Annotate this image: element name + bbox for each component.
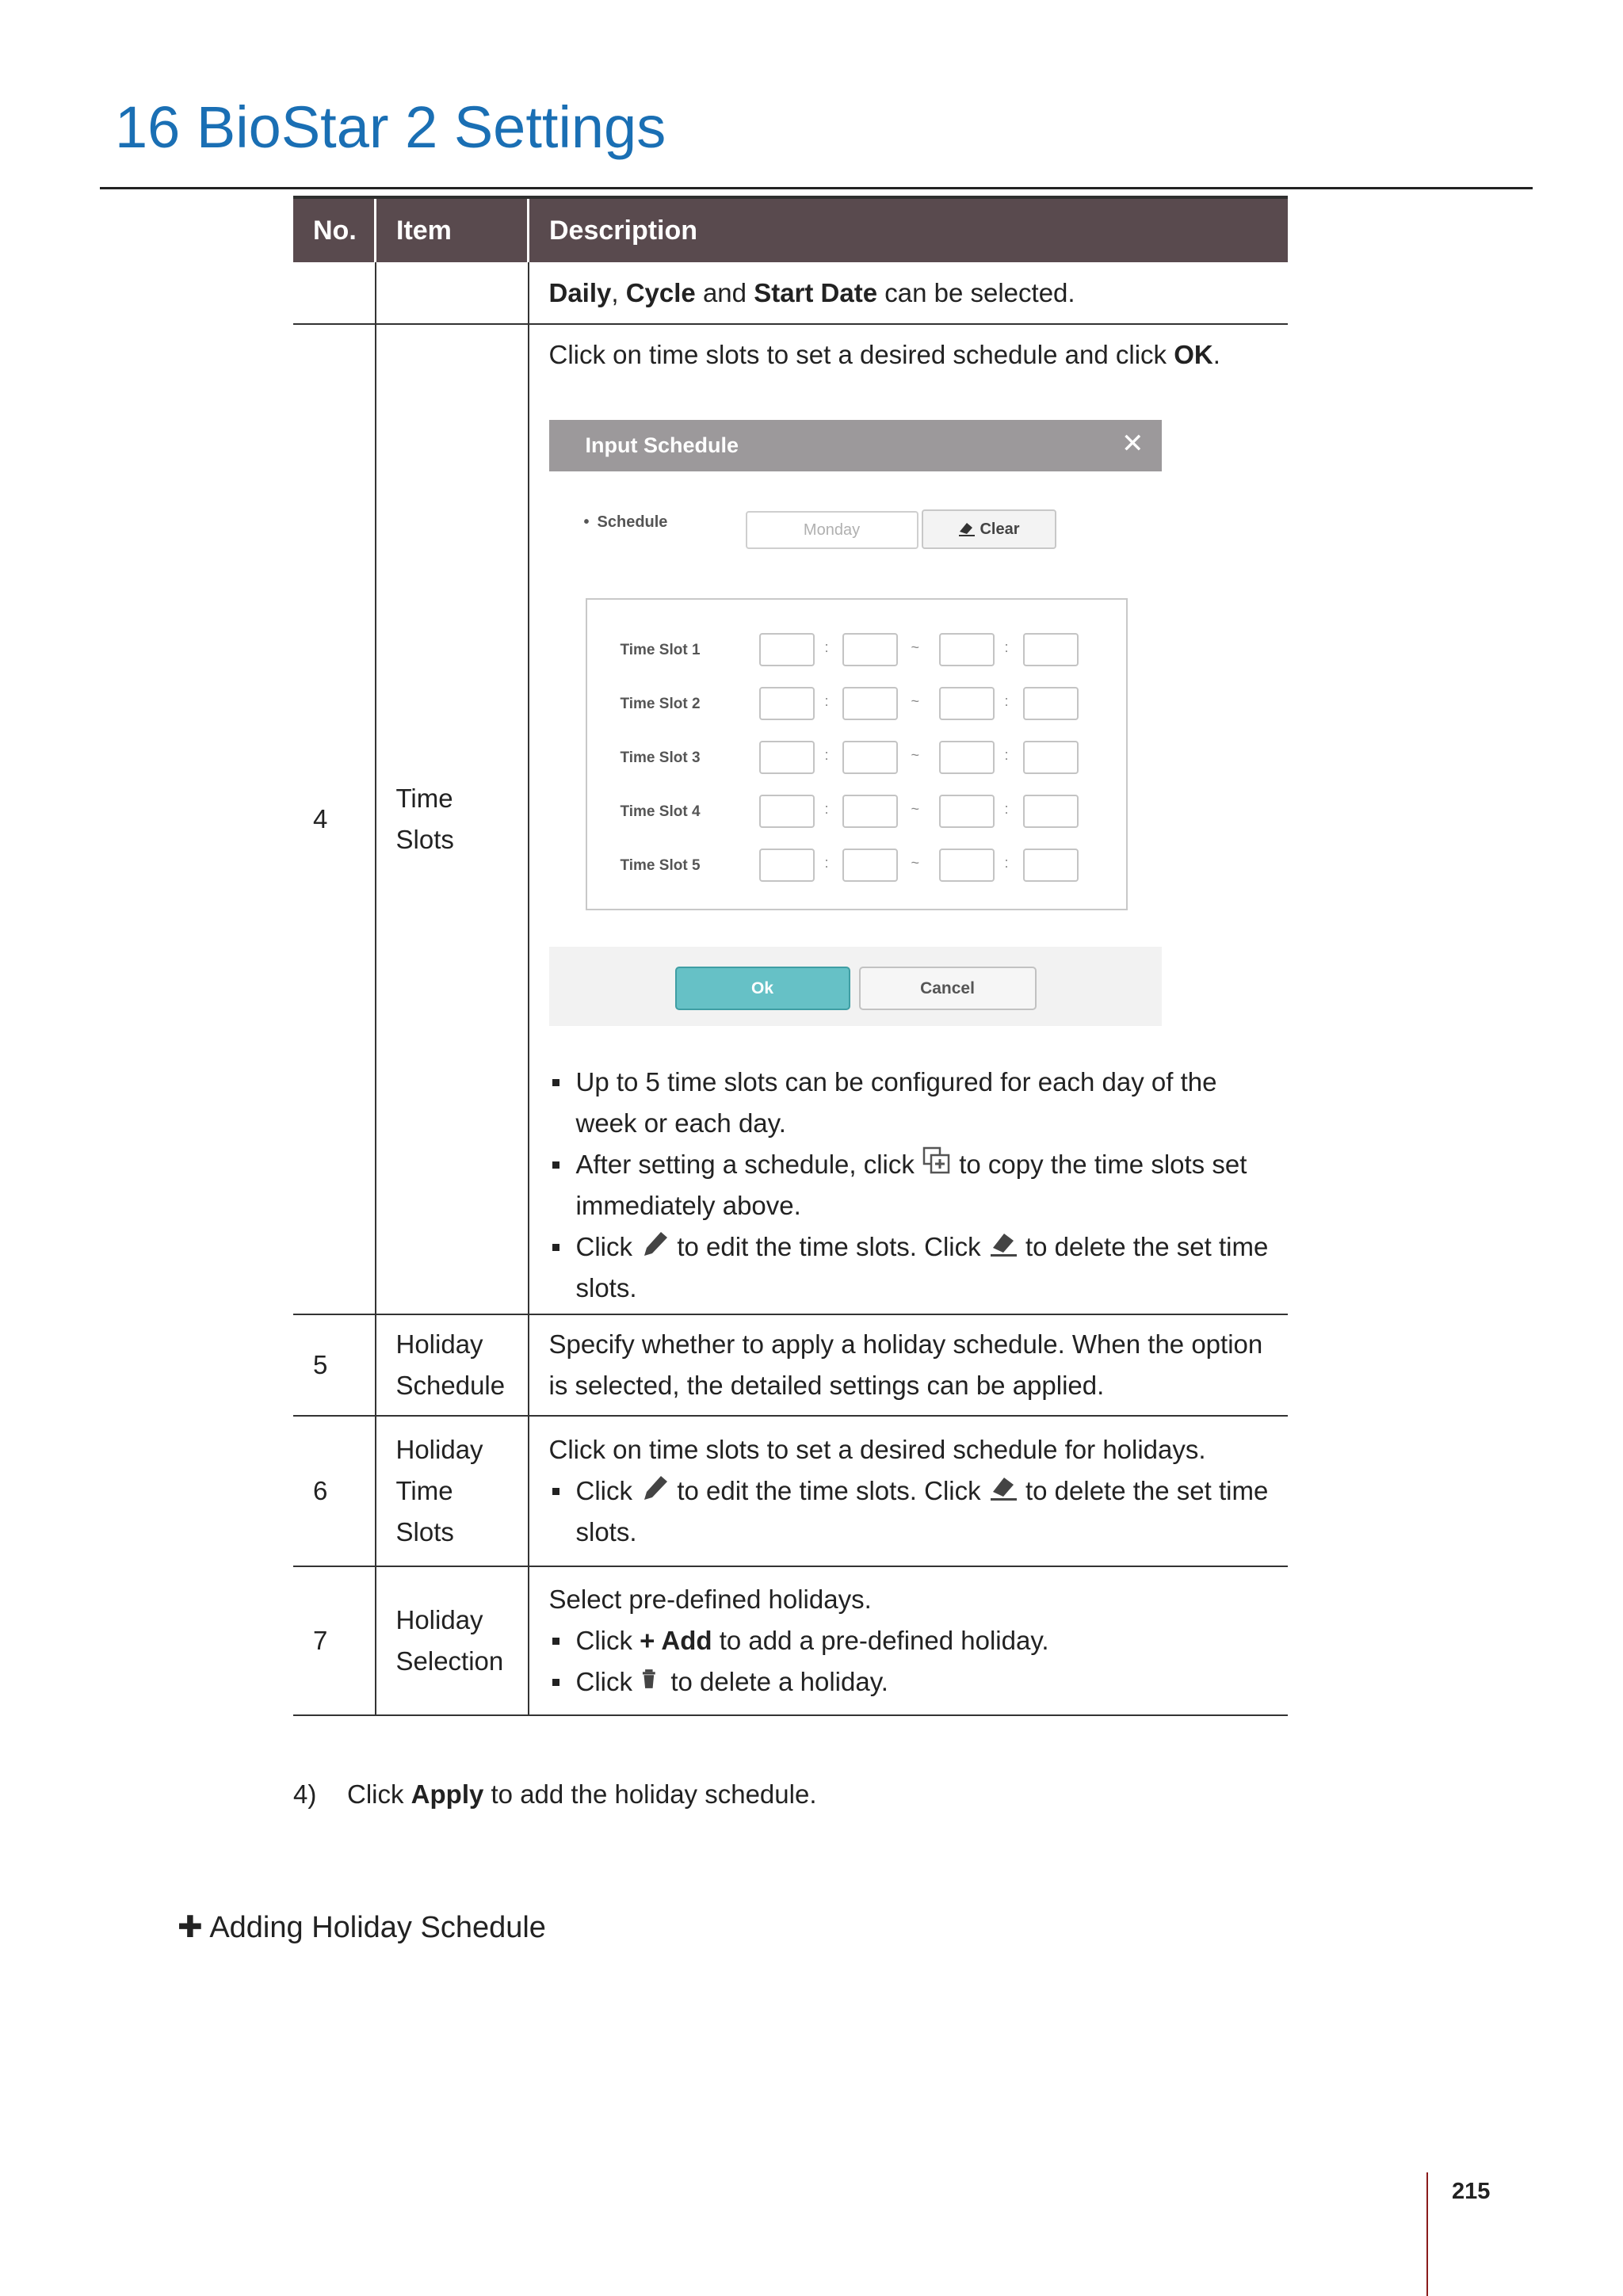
bullet-item: Click to edit the time slots. Click to delete the set time slots. [549,1470,1281,1553]
copy-icon [922,1146,952,1177]
row-description [529,324,1289,1314]
cancel-button[interactable]: Cancel [859,967,1037,1010]
row-item: Holiday Time Slots [376,1416,529,1566]
bullet-item: Click to delete a holiday. [549,1661,1281,1703]
dialog-title: Input Schedule [585,433,739,457]
row-item: Time Slots [376,324,529,1314]
row-description: Select pre-defined holidays. Click + Add to add a pre-defined holiday. Click to delete a holiday. [529,1566,1289,1715]
end-minute-input[interactable] [1023,633,1079,666]
trash-icon [640,1664,663,1694]
time-slots-panel [586,598,1128,910]
schedule-label: • Schedule [584,510,668,534]
dialog-title-bar [549,420,1162,471]
time-slots-intro: Click on time slots to set a desired schedule and click OK. [548,340,1220,369]
start-hour-input[interactable] [759,687,815,720]
table-row-holiday-selection [293,1566,1288,1715]
row-number: 5 [293,1314,376,1416]
bullet-item: Click to edit the time slots. Click to delete the set time slots. [549,1226,1281,1309]
pencil-icon [640,1229,670,1259]
time-slot-row: Time Slot 4 : ~ : [587,793,1126,831]
row-number: 4 [293,324,376,1314]
pencil-icon [640,1473,670,1503]
settings-table [293,196,1288,1716]
column-header-item: Item [376,197,529,262]
time-slot-row: Time Slot 1 : ~ : [587,631,1126,669]
step-4: 4) Click Apply to add the holiday schedule. [293,1779,817,1809]
start-minute-input[interactable] [842,795,898,828]
row-description: Specify whether to apply a holiday schedule. When the option is selected, the detailed settings can be applied. [529,1314,1289,1416]
section-heading [178,1905,546,1950]
clear-button[interactable]: Clear [922,509,1056,549]
bullet-item: Up to 5 time slots can be configured for each day of the week or each day. [549,1062,1281,1144]
eraser-icon [988,1229,1018,1259]
time-slot-row: Time Slot 3 : ~ : [587,739,1126,777]
eraser-icon [988,1473,1018,1503]
chapter-title: 16 BioStar 2 Settings [115,94,666,160]
start-minute-input[interactable] [842,687,898,720]
continued-description: Daily, Cycle and Start Date can be selected. [529,262,1289,324]
start-hour-input[interactable] [759,795,815,828]
start-minute-input[interactable] [842,849,898,882]
row-item: Holiday Selection [376,1566,529,1715]
start-hour-input[interactable] [759,633,815,666]
start-minute-input[interactable] [842,633,898,666]
bullet-item: Click + Add to add a pre-defined holiday. [549,1620,1281,1661]
column-header-no: No. [293,197,376,262]
start-hour-input[interactable] [759,849,815,882]
table-header-row [293,197,1288,262]
row-number: 6 [293,1416,376,1566]
day-select[interactable]: Monday [746,511,918,549]
column-header-description: Description [529,197,1289,262]
end-minute-input[interactable] [1023,741,1079,774]
table-row-time-slots [293,324,1288,1314]
row-item: Holiday Schedule [376,1314,529,1416]
end-hour-input[interactable] [939,795,995,828]
page-number: 215 [1452,2179,1491,2204]
table-row-holiday-time-slots [293,1416,1288,1566]
end-minute-input[interactable] [1023,795,1079,828]
dialog-footer [549,947,1162,1026]
bullet-item: After setting a schedule, click to copy the time slots set immediately above. [549,1144,1281,1226]
end-minute-input[interactable] [1023,687,1079,720]
table-row-continued [293,262,1288,324]
start-minute-input[interactable] [842,741,898,774]
eraser-icon [957,520,976,537]
ok-button[interactable]: Ok [675,967,850,1010]
close-icon[interactable]: ✕ [1121,429,1144,459]
end-minute-input[interactable] [1023,849,1079,882]
end-hour-input[interactable] [939,849,995,882]
footer-divider [1426,2172,1428,2296]
plus-icon: ✚ [178,1911,203,1944]
title-divider [100,187,1533,189]
end-hour-input[interactable] [939,687,995,720]
section-title: Adding Holiday Schedule [209,1911,546,1944]
input-schedule-dialog [549,420,1162,1030]
end-hour-input[interactable] [939,741,995,774]
table-row-holiday-schedule [293,1314,1288,1416]
time-slot-row: Time Slot 2 : ~ : [587,685,1126,723]
start-hour-input[interactable] [759,741,815,774]
end-hour-input[interactable] [939,633,995,666]
time-slot-row: Time Slot 5 : ~ : [587,847,1126,885]
row-description: Click on time slots to set a desired schedule for holidays. Click to edit the time slots. Click to delete the set time slots. [529,1416,1289,1566]
row-number: 7 [293,1566,376,1715]
